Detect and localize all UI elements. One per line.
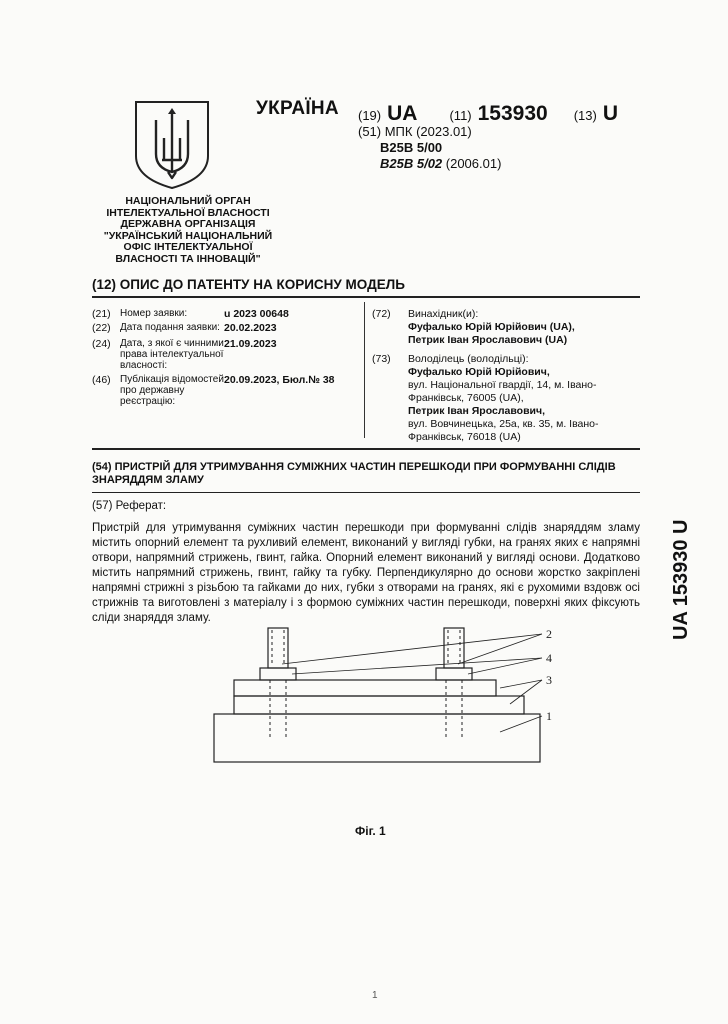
field-row (92, 322, 356, 338)
field-row (92, 374, 356, 410)
inid-13: (13) (573, 108, 597, 123)
field-row (92, 308, 356, 322)
ipc-line-2: B25B 5/00 (380, 140, 443, 155)
owner-address: вул. Вовчинецька, 25а, кв. 35, м. Івано-Франківськ, 76018 (UA) (408, 418, 599, 443)
ipc-line-3 (380, 156, 501, 172)
bibliographic-right (372, 308, 640, 444)
leader-2 (282, 634, 542, 664)
kind-code: U (602, 102, 618, 125)
inid-code: (72) (372, 308, 391, 320)
ipc-line-1: (51) МПК (2023.01) (358, 124, 472, 139)
label-3: 3 (546, 673, 552, 687)
inventors-block (372, 308, 640, 347)
inid-code: (73) (372, 353, 391, 365)
base-part (214, 714, 540, 762)
divider (92, 448, 640, 450)
owner-address: вул. Національної гвардії, 14, м. Івано-Франківськ, 76005 (UA), (408, 379, 597, 404)
side-patent-number-text: UA 153930 U (670, 519, 692, 640)
org-line: ДЕРЖАВНА ОРГАНІЗАЦІЯ (120, 218, 256, 230)
label-1: 1 (546, 709, 552, 723)
patent-id-line (358, 102, 618, 126)
application-number: u 2023 00648 (224, 308, 289, 320)
inventors-label: Винахідник(и): (408, 308, 479, 320)
divider (92, 296, 640, 298)
org-line: "УКРАЇНСЬКИЙ НАЦІОНАЛЬНИЙ (103, 229, 273, 242)
column-divider (364, 302, 365, 438)
field-label: Дата, з якої є чинними права інтелектуальної власності: (120, 338, 224, 371)
leader-3 (500, 680, 542, 688)
jaw-upper (234, 680, 496, 696)
page-number: 1 (372, 990, 378, 1001)
label-4: 4 (546, 651, 552, 665)
figure-caption: Фіг. 1 (355, 824, 386, 838)
inid-code: (24) (92, 338, 111, 350)
inid-code: (21) (92, 308, 111, 320)
field-label: Номер заявки: (120, 308, 188, 319)
org-line: ІНТЕЛЕКТУАЛЬНОЇ ВЛАСНОСТІ (106, 206, 270, 219)
inventor-name: Фуфалько Юрій Юрійович (UA), (408, 321, 575, 333)
side-patent-number (670, 470, 690, 640)
org-line: ОФІС ІНТЕЛЕКТУАЛЬНОЇ (123, 241, 253, 253)
figure-1-drawing (210, 620, 590, 816)
inid-11: (11) (449, 108, 472, 123)
nut-left (260, 668, 296, 680)
owner-name: Фуфалько Юрій Юрійович, (408, 366, 550, 378)
country-name: УКРАЇНА (256, 98, 339, 119)
document-title: (12) ОПИС ДО ПАТЕНТУ НА КОРИСНУ МОДЕЛЬ (92, 277, 405, 292)
inventor-name: Петрик Іван Ярославович (UA) (408, 334, 568, 346)
abstract-text: Пристрій для утримування суміжних частин перешкоди при формуванні слідів знаряддям зламу містить опорний елемент та рухливий елемент, виконаний у вигляді губки, на гранях яких є напрямні отвори, напрямний стрижень, гвинт, гайка. Опорний елемент виконаний у вигляді основи. Додатково містить напрямний стрижень, гвинт, гайку та губку. Перпендикулярно до основи жорстко закріплені напрямні стрижні з різьбою та гайками до них, губки з отворами на гранях, які є рухомими вздовж осі стрижнів та виготовлені з матеріалу і з формою суміжних частин перешкоди, поверхні яких фіксують сліди знаряддя зламу. (92, 522, 640, 624)
field-row (92, 338, 356, 374)
label-2: 2 (546, 627, 552, 641)
owners-label: Володілець (володільці): (408, 353, 529, 365)
filing-date: 20.02.2023 (224, 322, 277, 334)
leader-1 (500, 716, 542, 732)
divider (92, 492, 640, 493)
rights-effective-date: 21.09.2023 (224, 338, 277, 350)
field-label: Дата подання заявки: (120, 322, 220, 333)
field-label: Публікація відомостей про державну реєстрацію: (120, 374, 224, 407)
ipc-block (358, 124, 501, 172)
bibliographic-left (92, 308, 356, 410)
jaw-lower (234, 696, 524, 714)
coat-of-arms-icon (132, 98, 212, 190)
inid-code: (22) (92, 322, 111, 334)
patent-number: 153930 (477, 102, 548, 125)
inid-code: (46) (92, 374, 111, 386)
owners-block (372, 353, 640, 444)
abstract-label: (57) Реферат: (92, 500, 167, 512)
org-line: ВЛАСНОСТІ ТА ІННОВАЦІЙ" (115, 252, 261, 265)
nut-right (436, 668, 472, 680)
invention-title: (54) ПРИСТРІЙ ДЛЯ УТРИМУВАННЯ СУМІЖНИХ ЧАСТИН ПЕРЕШКОДИ ПРИ ФОРМУВАННІ СЛІДІВ ЗНАРЯДДЯМ ЗЛАМУ (92, 461, 616, 486)
publication-date: 20.09.2023, Бюл.№ 38 (224, 374, 335, 386)
org-line: НАЦІОНАЛЬНИЙ ОРГАН (125, 195, 251, 207)
owner-name: Петрик Іван Ярославович, (408, 405, 546, 417)
issuing-organization (70, 196, 306, 265)
ipc-line-3-version: (2006.01) (442, 156, 502, 171)
inid-19: (19) (358, 108, 382, 123)
rod-right (444, 628, 464, 668)
country-code: UA (387, 102, 418, 125)
rod-left (268, 628, 288, 668)
ipc-line-3-class: B25B 5/02 (380, 156, 443, 171)
